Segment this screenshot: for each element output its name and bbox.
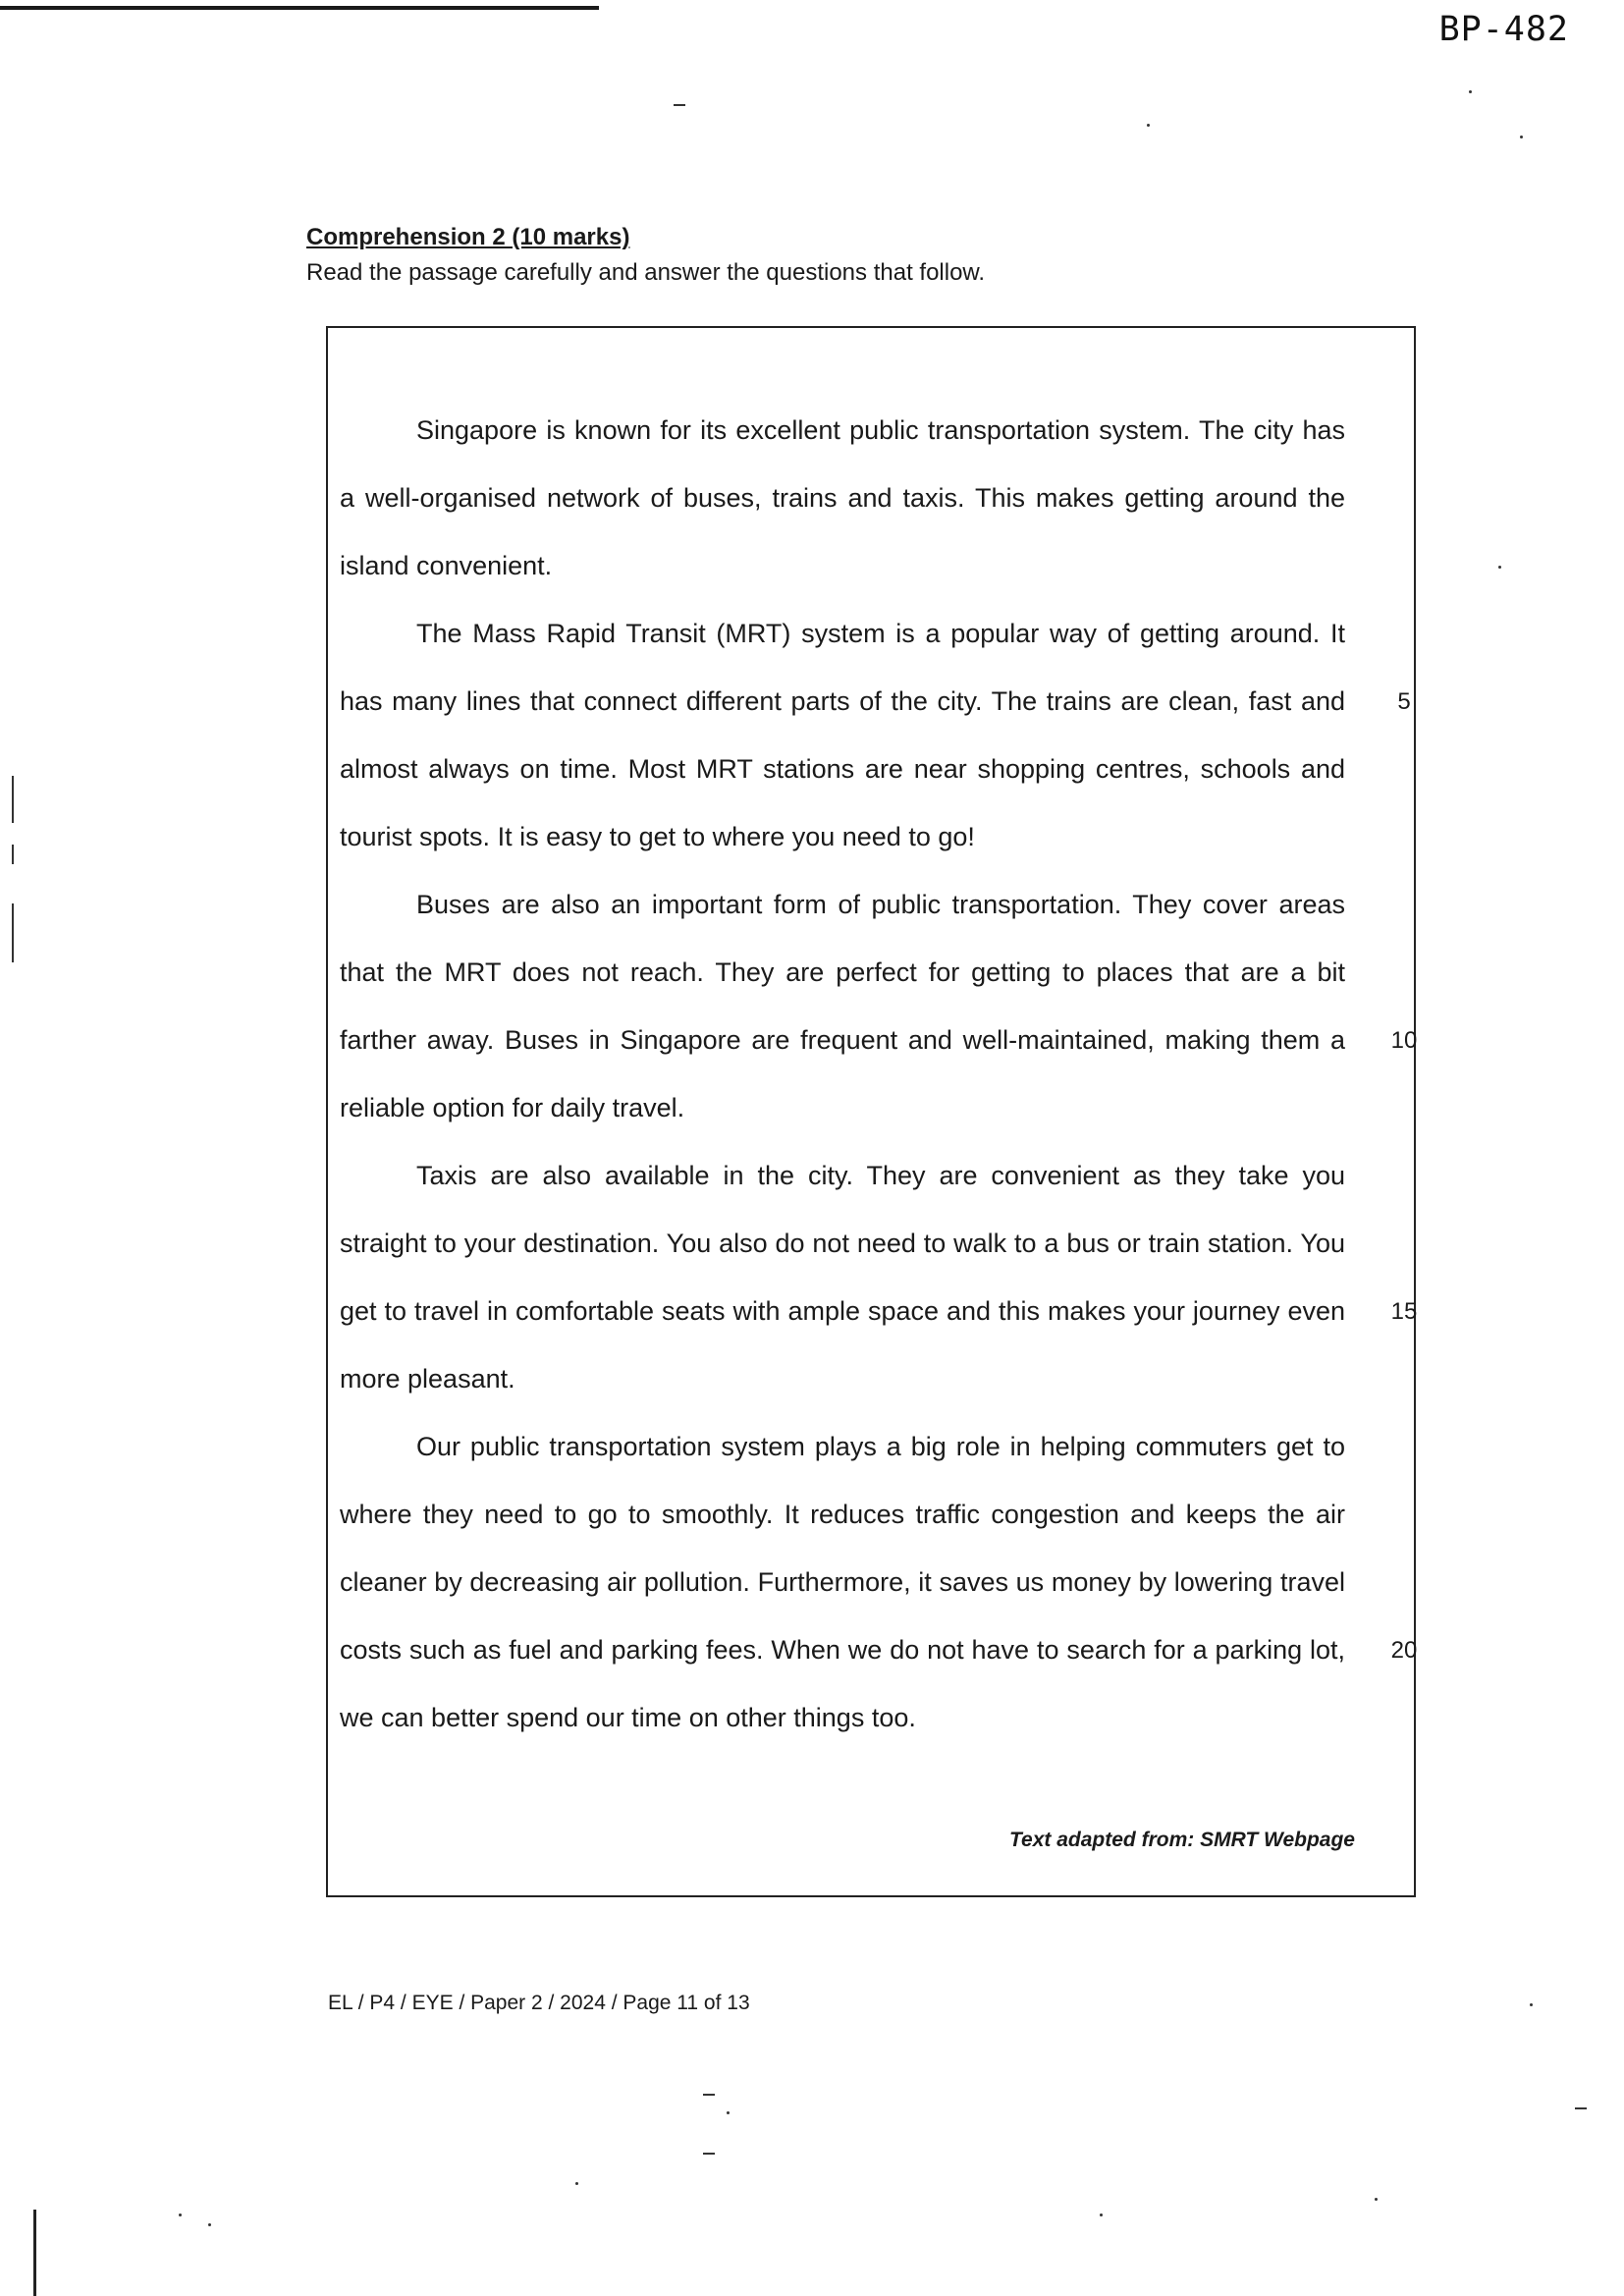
scan-speck bbox=[703, 2153, 715, 2155]
scan-speck bbox=[575, 2182, 578, 2185]
paragraph-3: Buses are also an important form of public transportation. They cover areas that the MRT does not reach. They are perfect for getting to places that are a bit farther away. Buses in Singapore are frequent and well-maintained, making them a reliable option for daily travel. bbox=[340, 890, 1345, 1122]
scan-speck bbox=[1100, 2214, 1103, 2216]
page-footer: EL / P4 / EYE / Paper 2 / 2024 / Page 11 of 13 bbox=[328, 1992, 750, 2014]
margin-tick bbox=[12, 776, 14, 823]
scan-speck bbox=[1520, 136, 1523, 138]
document-code-stamp: BP-482 bbox=[1438, 10, 1569, 49]
scan-speck bbox=[674, 104, 685, 106]
paragraph-5: Our public transportation system plays a big role in helping commuters get to where they need to go to smoothly. It reduces traffic congestion and keeps the air cleaner by decreasing air pollution. Furthermore, it saves us money by lowering travel costs such as fuel and parking fees. When we do not have to search for a parking lot, we can better spend our time on other things too. bbox=[340, 1432, 1345, 1732]
line-number: 5 bbox=[1397, 688, 1411, 715]
paragraph-1: Singapore is known for its excellent public transportation system. The city has a well-organised network of buses, trains and taxis. This makes getting around the island convenient. bbox=[340, 415, 1345, 580]
scan-speck bbox=[208, 2223, 211, 2226]
line-number: 20 bbox=[1390, 1637, 1418, 1664]
passage-text bbox=[340, 397, 1345, 1752]
scan-speck bbox=[727, 2111, 730, 2114]
line-number: 10 bbox=[1390, 1027, 1418, 1054]
scan-speck bbox=[1469, 90, 1472, 93]
top-edge-rule bbox=[0, 6, 599, 10]
scan-speck bbox=[1530, 2003, 1533, 2006]
section-heading: Comprehension 2 (10 marks) bbox=[306, 224, 630, 250]
scan-speck bbox=[1498, 566, 1501, 569]
instruction-text: Read the passage carefully and answer the questions that follow. bbox=[306, 259, 986, 286]
scan-speck bbox=[703, 2094, 715, 2096]
margin-tick bbox=[12, 845, 14, 864]
paragraph-2: The Mass Rapid Transit (MRT) system is a popular way of getting around. It has many lines that connect different parts of the city. The trains are clean, fast and almost always on time. Most MRT stations are near shopping centres, schools and tourist spots. It is easy to get to where you need to go! bbox=[340, 619, 1345, 851]
line-number: 15 bbox=[1390, 1298, 1418, 1325]
paragraph-4: Taxis are also available in the city. They are convenient as they take you straight to your destination. You also do not need to walk to a bus or train station. You get to travel in comfortable seats with ample space and this makes your journey even more pleasant. bbox=[340, 1161, 1345, 1394]
scan-speck bbox=[1147, 124, 1150, 127]
left-margin-line bbox=[33, 2210, 36, 2296]
scan-speck bbox=[1375, 2198, 1378, 2201]
line-number-column bbox=[1375, 397, 1434, 1684]
scan-speck bbox=[1575, 2107, 1587, 2109]
scan-speck bbox=[179, 2214, 182, 2216]
source-credit: Text adapted from: SMRT Webpage bbox=[1009, 1829, 1355, 1851]
margin-tick bbox=[12, 903, 14, 962]
